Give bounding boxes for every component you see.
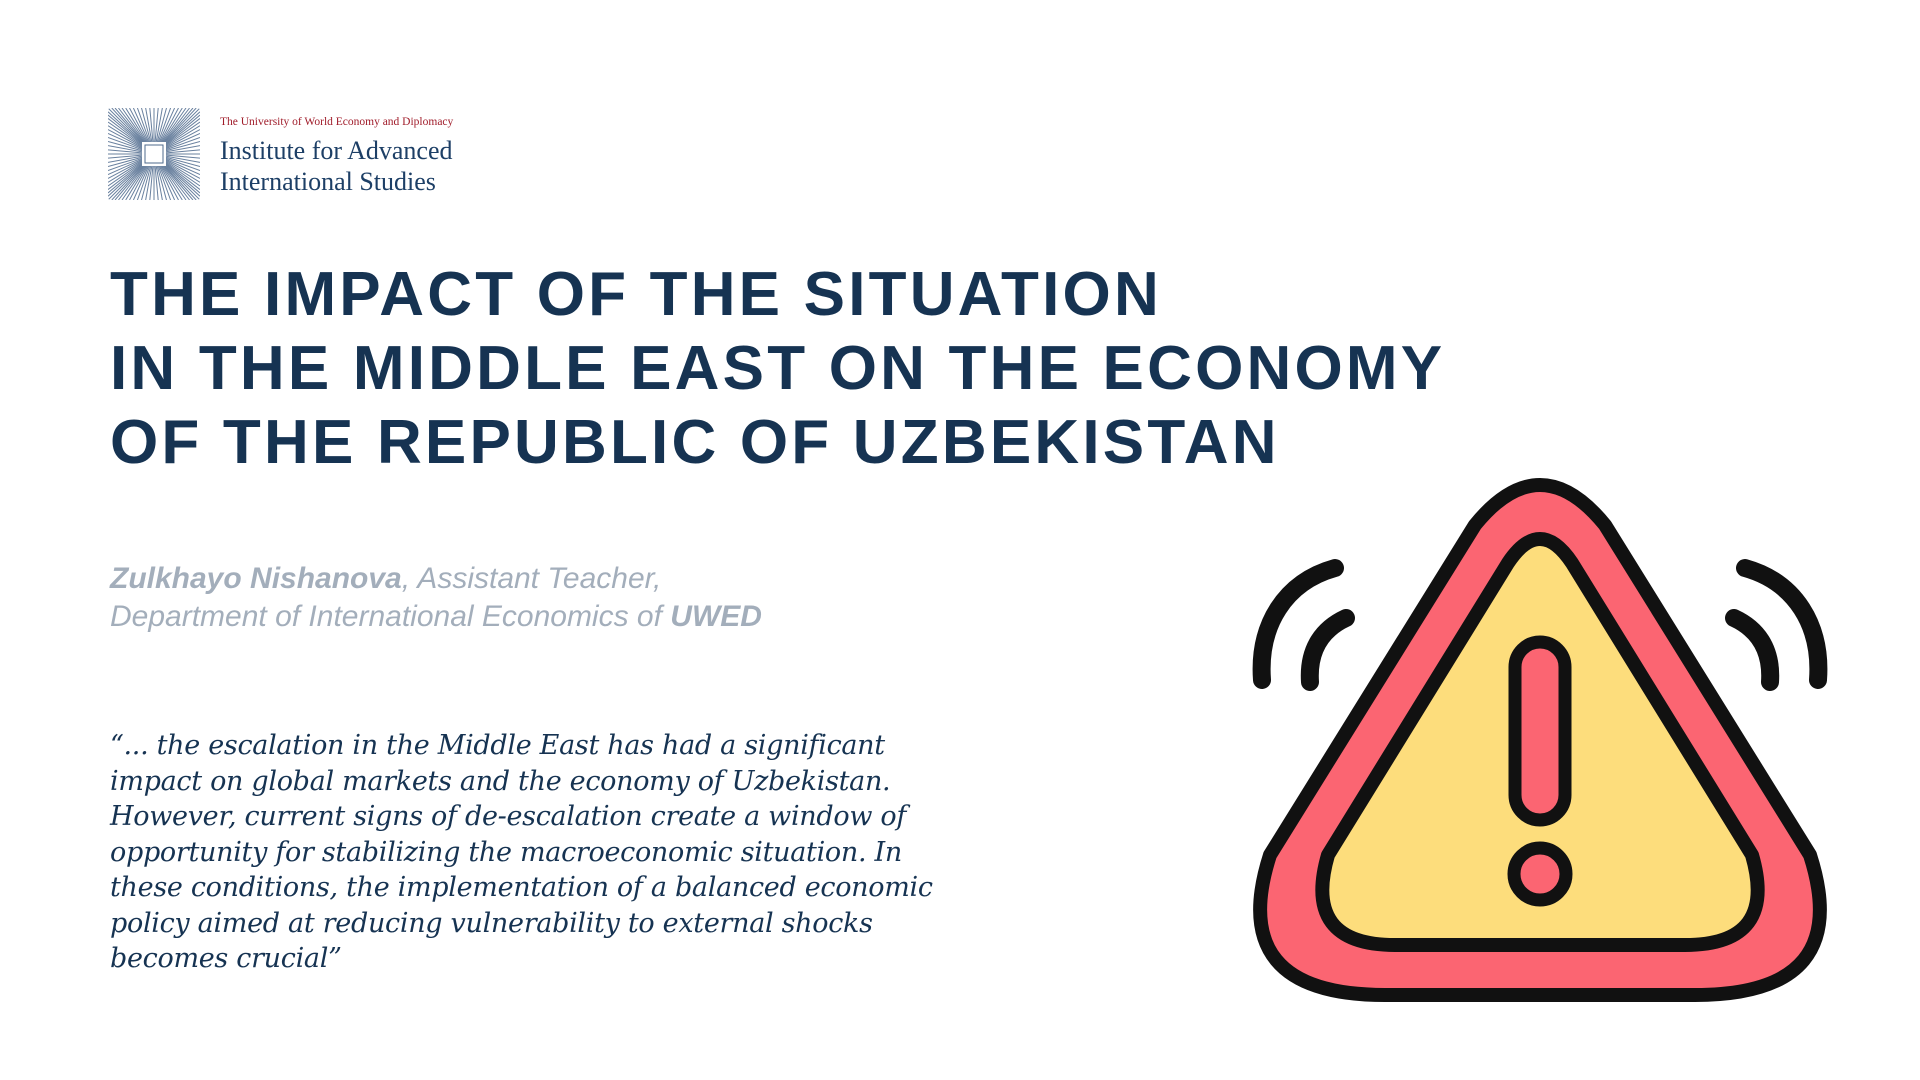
- university-name: The University of World Economy and Diplomacy: [220, 116, 454, 128]
- title-line-3: OF THE REPUBLIC OF UZBEKISTAN: [110, 408, 1280, 477]
- quote-line: policy aimed at reducing vulnerability to external shocks: [110, 907, 873, 939]
- alert-waves-right: [1734, 568, 1818, 682]
- author-department: Department of International Economics of: [110, 600, 671, 633]
- author-line-1: [110, 560, 762, 598]
- quote-line: However, current signs of de-escalation create a window of: [110, 801, 907, 832]
- exclamation-bar: [1515, 642, 1565, 820]
- quote-line: these conditions, the implementation of a balanced economic: [110, 872, 933, 903]
- quote-line: “... the escalation in the Middle East has had a significant: [110, 730, 885, 761]
- author-name: Zulkhayo Nishanova: [110, 562, 402, 595]
- sunburst-logo-icon: [108, 108, 200, 200]
- title-line-2: IN THE MIDDLE EAST ON THE ECONOMY: [110, 334, 1446, 403]
- page-title: [110, 258, 1445, 480]
- institute-logo: [108, 108, 453, 200]
- pull-quote: [110, 728, 933, 977]
- institute-name-line-2: International Studies: [220, 167, 436, 196]
- author-block: [110, 560, 762, 636]
- institute-name-line-1: Institute for Advanced: [220, 136, 453, 165]
- title-line-1: THE IMPACT OF THE SITUATION: [110, 260, 1162, 329]
- author-position: , Assistant Teacher,: [401, 562, 662, 595]
- quote-line: becomes crucial”: [110, 943, 342, 974]
- quote-line: impact on global markets and the economy of Uzbekistan.: [110, 765, 891, 797]
- quote-line: opportunity for stabilizing the macroeconomic situation. In: [110, 836, 902, 868]
- alert-waves-left: [1262, 568, 1346, 682]
- exclamation-dot: [1514, 848, 1566, 900]
- warning-triangle-icon: [1240, 470, 1840, 1010]
- logo-text: [220, 108, 453, 197]
- author-line-2: [110, 598, 762, 636]
- author-organization: UWED: [670, 600, 762, 633]
